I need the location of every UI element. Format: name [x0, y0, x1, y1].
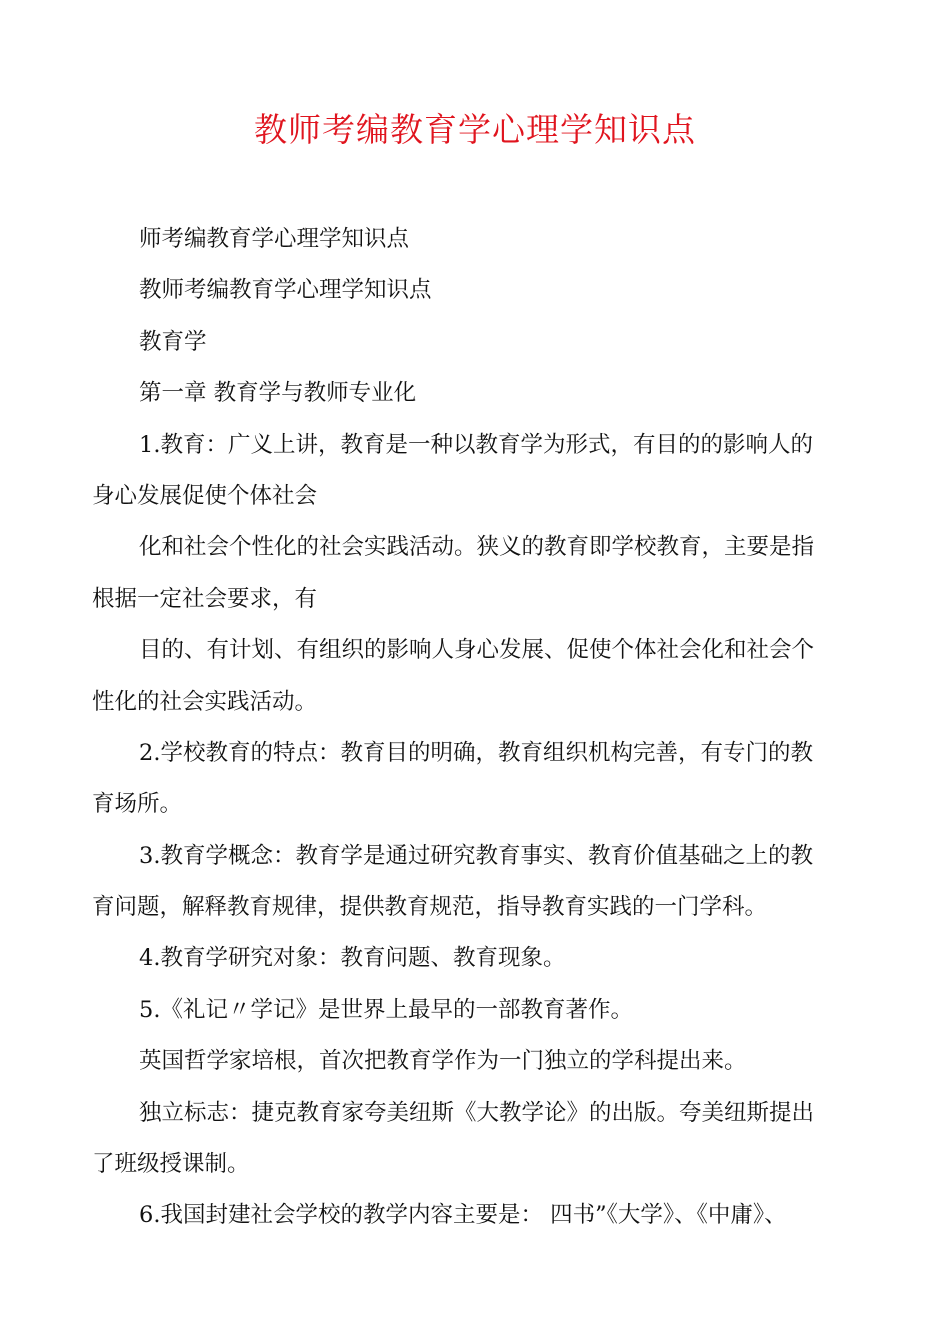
text-line: 4.教育学研究对象：教育问题、教育现象。: [139, 945, 566, 972]
text-line: 教育学: [139, 328, 207, 355]
text-line: 5.《礼记〃学记》是世界上最早的一部教育著作。: [139, 996, 633, 1023]
text-line: 教师考编教育学心理学知识点: [139, 277, 432, 304]
text-line: 独立标志：捷克教育家夸美纽斯《大教学论》的出版。夸美纽斯提出: [139, 1099, 815, 1126]
text-line: 1.教育：广义上讲，教育是一种以教育学为形式，有目的的影响人的: [139, 431, 813, 458]
text-line: 育问题，解释教育规律，提供教育规范，指导教育实践的一门学科。: [92, 894, 768, 921]
document-body: [92, 214, 860, 1242]
text-line: 2.学校教育的特点：教育目的明确，教育组织机构完善，有专门的教: [139, 739, 813, 766]
text-line: 第一章 教育学与教师专业化: [139, 380, 417, 407]
text-line: 目的、有计划、有组织的影响人身心发展、促使个体社会化和社会个: [139, 637, 815, 664]
text-line: 3.教育学概念：教育学是通过研究教育事实、教育价值基础之上的教: [139, 842, 813, 869]
text-line: 了班级授课制。: [92, 1151, 250, 1178]
document-title: 教师考编教育学心理学知识点: [254, 110, 696, 149]
text-line: 化和社会个性化的社会实践活动。狭义的教育即学校教育，主要是指: [139, 534, 815, 561]
text-line: 师考编教育学心理学知识点: [139, 226, 410, 252]
text-line: 英国哲学家培根，首次把教育学作为一门独立的学科提出来。: [139, 1048, 747, 1075]
text-line: 性化的社会实践活动。: [92, 688, 318, 715]
text-line: 育场所。: [92, 791, 183, 818]
text-line: 身心发展促使个体社会: [92, 482, 318, 509]
text-line: 根据一定社会要求，有: [92, 585, 318, 612]
text-line: 6.我国封建社会学校的教学内容主要是： 四书”《大学》、《中庸》、: [139, 1202, 787, 1229]
